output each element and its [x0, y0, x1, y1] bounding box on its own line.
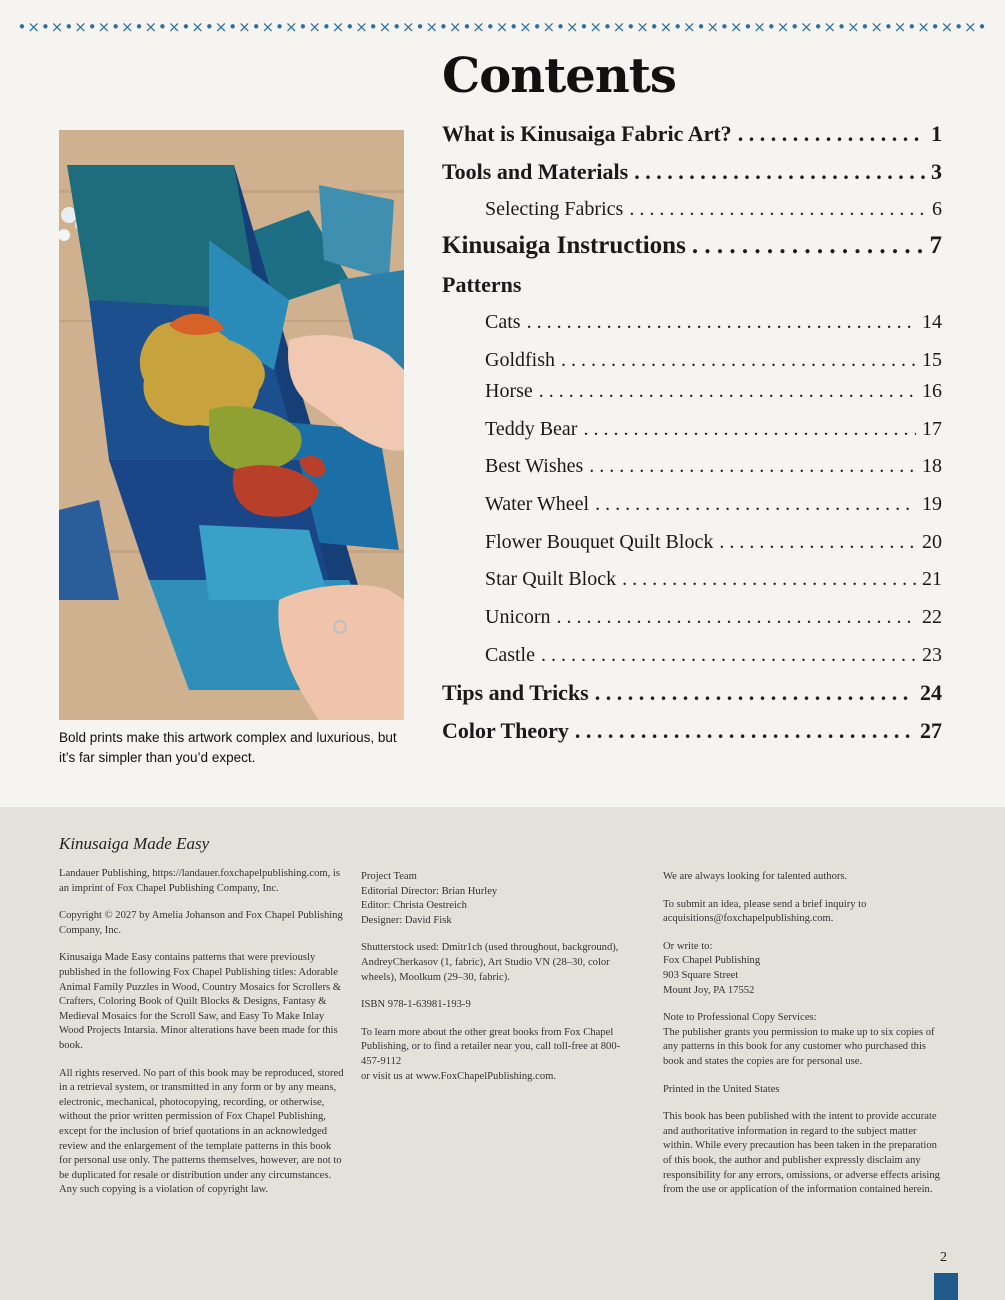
toc-label: Horse — [485, 380, 533, 402]
photo-caption: Bold prints make this artwork complex and luxurious, but it’s far simpler than you’d expect. — [59, 730, 397, 765]
toc-label: Tools and Materials — [442, 159, 629, 184]
toc-page: 3 — [931, 159, 942, 184]
dot-leader — [738, 121, 925, 147]
toc-page: 1 — [931, 121, 942, 146]
dot-leader — [692, 232, 924, 260]
toc-page: 24 — [920, 680, 942, 705]
authors-wanted: We are always looking for talented authors. — [663, 871, 848, 882]
toc-label: Star Quilt Block — [485, 568, 617, 590]
toc-page: 23 — [922, 644, 942, 666]
toc-entry-tips[interactable] — [442, 680, 942, 706]
toc-label: Unicorn — [485, 606, 551, 628]
colophon-column-3 — [663, 870, 948, 1211]
toc-entry-pattern[interactable] — [485, 531, 942, 554]
toc-page: 7 — [929, 232, 942, 259]
dot-leader — [634, 159, 925, 185]
toc-page: 20 — [922, 531, 942, 553]
toc-page: 6 — [932, 198, 942, 220]
dot-leader — [527, 311, 916, 334]
toc-heading-patterns: Patterns — [442, 272, 522, 297]
toc-entry-pattern[interactable] — [485, 568, 942, 591]
dot-leader — [583, 418, 916, 441]
toc-label: Castle — [485, 644, 535, 666]
toc-entry-pattern[interactable] — [485, 349, 942, 372]
toc-label: Tips and Tricks — [442, 680, 589, 705]
dot-leader — [595, 493, 916, 516]
colophon-column-1 — [59, 867, 344, 1211]
rights-statement: All rights reserved. No part of this book may be reproduced, stored in a retrieval system, or transmitted in any form or by any means, electronic, mechanical, photocopying, recording, or otherwise, without the prior written permission of Fox Chapel Publishing, except for the inclusion of brief quotations in an acknowledged review and the enlargement of the template patterns in this book for personal use only. The patterns themselves, however, are not to be duplicated for resale or distribution under any circumstances. Any such copying is a violation of copyright law. — [59, 1067, 344, 1196]
copy-services-note: Note to Professional Copy Services: The publisher grants you permission to make up to six copies of any patterns in this book for any customer who purchased this book and states the copies are for personal use. — [663, 1012, 935, 1067]
toc-label: Selecting Fabrics — [485, 198, 624, 220]
dot-leader — [589, 455, 916, 478]
toc-entry-pattern[interactable] — [485, 455, 942, 478]
project-team: Project Team Editorial Director: Brian Hurley Editor: Christa Oestreich Designer: David Fisk — [361, 871, 498, 926]
toc-label: Cats — [485, 311, 521, 333]
dot-leader — [719, 531, 916, 554]
page-number: 2 — [940, 1250, 947, 1265]
toc-page: 18 — [922, 455, 942, 477]
dot-leader — [561, 349, 916, 372]
toc-label: Color Theory — [442, 718, 569, 743]
toc-label: Goldfish — [485, 349, 555, 371]
isbn: ISBN 978-1-63981-193-9 — [361, 999, 471, 1011]
dot-leader — [539, 380, 916, 403]
toc-label: Flower Bouquet Quilt Block — [485, 531, 714, 553]
toc-entry-pattern[interactable] — [485, 311, 942, 334]
decorative-border: •×•×•×•×•×•×•×•×•×•×•×•×•×•×•×•×•×•×•×•×•×•×•×•×•×•×•×•×•×•×•×•×•×•×•×•×•×•×•×•×•×• — [17, 18, 988, 36]
toc-entry-tools[interactable] — [442, 159, 942, 185]
kinusaiga-artwork-photo — [59, 130, 404, 720]
dot-leader — [575, 718, 914, 744]
colophon-column-2 — [361, 870, 623, 1097]
toc-entry-pattern[interactable] — [485, 380, 942, 403]
mailing-address: Or write to: Fox Chapel Publishing 903 Square Street Mount Joy, PA 17552 — [663, 940, 761, 996]
retailer-info: To learn more about the other great books from Fox Chapel Publishing, or to find a retailer near you, call toll-free at 800-457-9112 or visit us at www.FoxChapelPublishing.com. — [361, 1026, 621, 1082]
toc-label: Teddy Bear — [485, 418, 578, 440]
toc-entry-pattern[interactable] — [485, 418, 942, 441]
dot-leader — [541, 644, 916, 667]
image-credits: Shutterstock used: Dmitr1ch (used throughout, background), AndreyCherkasov (1, fabric), Art Studio VN (28–30, color wheels), Moolkum (29–30, fabric). — [361, 942, 619, 983]
disclaimer: This book has been published with the intent to provide accurate and authoritative information in regard to the subject matter within. While every precaution has been taken in the preparation of this book, the author and publisher expressly disclaim any responsibility for any errors, omissions, or adverse effects arising from the use or application of the information contained herein. — [663, 1111, 940, 1196]
toc-page: 17 — [922, 418, 942, 440]
publisher-line: Landauer Publishing, https://landauer.foxchapelpublishing.com, is an imprint of Fox Chapel Publishing Company, Inc. — [59, 868, 340, 894]
toc-label: Water Wheel — [485, 493, 590, 515]
dot-leader — [557, 606, 916, 629]
toc-page: 15 — [922, 349, 942, 371]
book-title: Kinusaiga Made Easy — [59, 834, 210, 853]
toc-entry-pattern[interactable] — [485, 644, 942, 667]
submit-idea: To submit an idea, please send a brief inquiry to acquisitions@foxchapelpublishing.com. — [663, 898, 867, 925]
toc-entry-what-is[interactable] — [442, 121, 942, 147]
page-tab-marker — [934, 1273, 958, 1300]
toc-page: 16 — [922, 380, 942, 402]
toc-label: Best Wishes — [485, 455, 584, 477]
toc-page: 14 — [922, 311, 942, 333]
previous-titles: Kinusaiga Made Easy contains patterns that were previously published in the following Fox Chapel Publishing titles: Adorable Animal Family Puzzles in Wood, Country Mosaics for Scrollers & Crafters, Coloring Book of Quilt Blocks & Designs, Fantasy & Medieval Mosaics for the Scroll Saw, and Easy To Make Inlay Wood Projects Intarsia. Minor alterations have been made for this book. — [59, 952, 342, 1051]
printed-in: Printed in the United States — [663, 1083, 780, 1095]
toc-entry-pattern[interactable] — [485, 493, 942, 516]
toc-page: 27 — [920, 718, 942, 743]
dot-leader — [629, 198, 926, 221]
toc-entry-instructions[interactable] — [442, 232, 942, 260]
toc-page: 22 — [922, 606, 942, 628]
toc-entry-pattern[interactable] — [485, 606, 942, 629]
toc-page: 19 — [922, 493, 942, 515]
toc-entry-color-theory[interactable] — [442, 718, 942, 744]
toc-label: Kinusaiga Instructions — [442, 232, 686, 259]
toc-page: 21 — [922, 568, 942, 590]
page-title: Contents — [442, 48, 676, 104]
copyright-line: Copyright © 2027 by Amelia Johanson and Fox Chapel Publishing Company, Inc. — [59, 910, 343, 936]
toc-entry-selecting-fabrics[interactable] — [485, 198, 942, 221]
dot-leader — [622, 568, 916, 591]
dot-leader — [595, 680, 914, 706]
toc-label: What is Kinusaiga Fabric Art? — [442, 121, 732, 146]
